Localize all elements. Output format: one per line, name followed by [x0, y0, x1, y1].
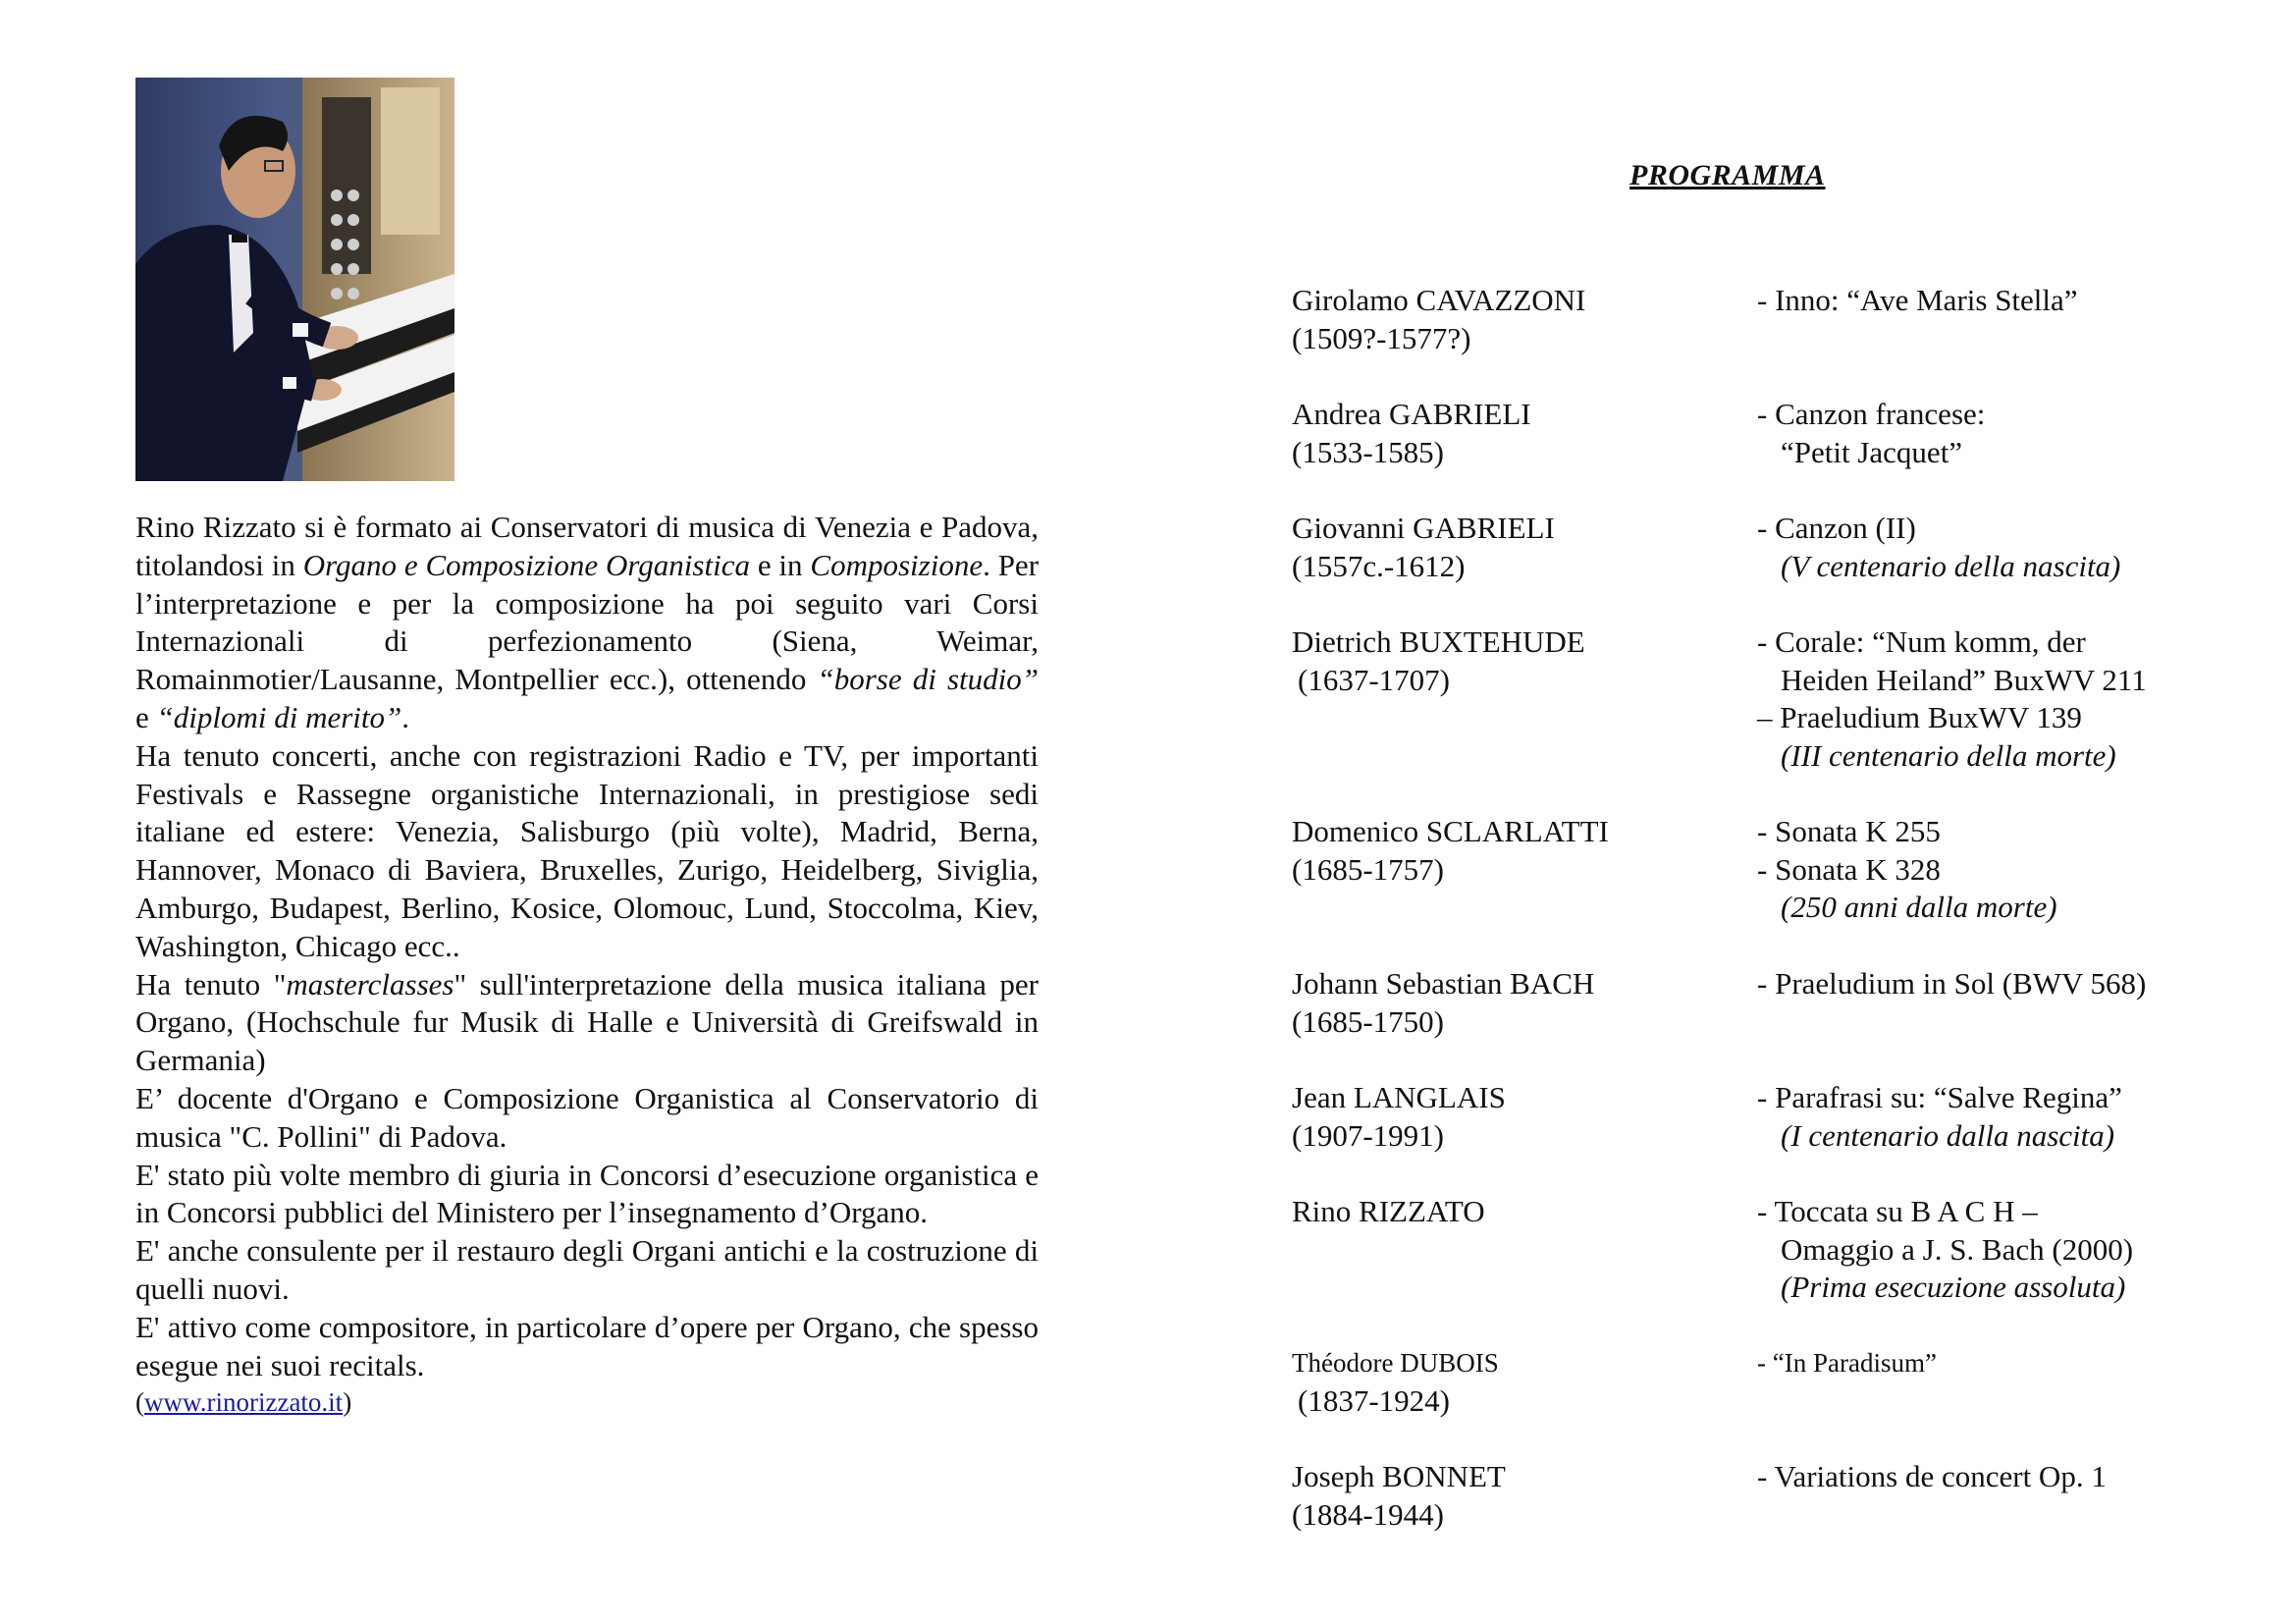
work-note: (I centenario dalla nascita) [1781, 1117, 2115, 1153]
bio-text: Ha tenuto " [135, 966, 287, 1001]
program-work [1757, 1458, 2107, 1496]
bio-emphasis: “diplomi di merito” [156, 699, 402, 734]
work-note: (Prima esecuzione assoluta) [1781, 1270, 2126, 1304]
work-title: “Petit Jacquet” [1781, 434, 1963, 469]
composer-dates: (1837-1924) [1298, 1382, 1450, 1418]
program-work [1757, 1079, 2122, 1155]
work-title: - Toccata su B A C H – [1757, 1194, 2038, 1228]
program-work [1757, 1193, 2133, 1307]
bio-paragraph-jury: E' stato più volte membro di giuria in Concorsi d’esecuzione organistica e in Concorsi pubblici del Ministero per l’insegnamento d’Organo. [135, 1157, 1039, 1230]
work-title: - “In Paradisum” [1757, 1348, 1937, 1378]
work-note: (250 anni dalla morte) [1781, 890, 2057, 924]
bio-emphasis: Composizione [810, 547, 984, 582]
bio-emphasis: Organo e Composizione Organistica [302, 547, 750, 582]
bio-text: . [401, 699, 410, 734]
composer-dates: (1685-1750) [1292, 1003, 1444, 1039]
bio-text: . Per l’interpretazione e per la composizione ha poi seguito vari Corsi Internazionali di perfezionamento (Siena, Weimar, Romainmotier/Lausanne, Montpellier ecc.), ottenendo [135, 547, 1040, 697]
composer-dates: (1557c.-1612) [1292, 548, 1466, 583]
bio-paragraph-teaching: E’ docente d'Organo e Composizione Organistica al Conservatorio di musica "C. Pollini" di Padova. [135, 1080, 1039, 1154]
bio-paragraph-masterclasses [135, 966, 1039, 1080]
program-composer [1292, 813, 1609, 889]
composer-name: Rino RIZZATO [1292, 1194, 1485, 1228]
work-title: - Corale: “Num komm, der [1757, 624, 2086, 659]
biography [135, 509, 1039, 1420]
bio-paragraph-concerts: Ha tenuto concerti, anche con registrazioni Radio e TV, per importanti Festivals e Rassegne organistiche Internazionali, in prestigiose sedi italiane ed estere: Venezia, Salisburgo (più volte), Madrid, Berna, Hannover, Monaco di Baviera, Bruxelles, Zurigo, Heidelberg, Siviglia, Amburgo, Budapest, Berlino, Kosice, Olomouc, Lund, Stoccolma, Kiev, Washington, Chicago ecc.. [135, 737, 1039, 963]
program-work [1757, 510, 2120, 585]
work-title: - Variations de concert Op. 1 [1757, 1459, 2107, 1493]
program-work [1757, 965, 2146, 1003]
bio-paragraph-consultant: E' anche consulente per il restauro degli Organi antichi e la costruzione di quelli nuovi. [135, 1233, 1039, 1306]
bio-text: e [135, 699, 157, 734]
composer-name: Jean LANGLAIS [1292, 1080, 1506, 1114]
composer-name: Andrea GABRIELI [1292, 397, 1531, 431]
work-title: - Praeludium in Sol (BWV 568) [1757, 966, 2147, 1001]
composer-dates: (1509?-1577?) [1292, 320, 1471, 355]
work-title: - Sonata K 255 [1757, 814, 1941, 848]
website-line [135, 1384, 1039, 1420]
composer-name: Girolamo CAVAZZONI [1292, 283, 1586, 317]
composer-dates: (1884-1944) [1292, 1496, 1444, 1532]
composer-name: Joseph BONNET [1292, 1459, 1506, 1493]
work-title: Omaggio a J. S. Bach (2000) [1781, 1231, 2134, 1267]
composer-dates: (1637-1707) [1298, 662, 1450, 697]
program-composer [1292, 1344, 1499, 1420]
program-work [1757, 813, 2057, 927]
program-work [1757, 282, 2078, 320]
bio-paragraph-training [135, 509, 1039, 737]
bio-text: e in [749, 547, 811, 582]
program-composer [1292, 396, 1531, 471]
work-title: – Praeludium BuxWV 139 [1757, 700, 2082, 734]
work-title: - Canzon (II) [1757, 511, 1916, 545]
bio-text: " sull'interpretazione della musica italiana per Organo, (Hochschule fur Musik di Halle e Università di Greifswald in Germania) [135, 966, 1039, 1078]
work-title: - Canzon francese: [1757, 397, 1986, 431]
work-title: - Sonata K 328 [1757, 851, 1941, 887]
program-composer [1292, 282, 1585, 357]
composer-name: Théodore DUBOIS [1292, 1348, 1499, 1378]
work-title: Heiden Heiland” BuxWV 211 [1781, 662, 2147, 697]
program-work [1757, 396, 1985, 471]
program-composer [1292, 1079, 1506, 1155]
program-work [1757, 1344, 1937, 1382]
work-note: (III centenario della morte) [1781, 737, 2116, 773]
composer-name: Dietrich BUXTEHUDE [1292, 624, 1585, 659]
organist-photo-image [135, 78, 454, 481]
bio-paragraph-composer: E' attivo come compositore, in particolare d’opere per Organo, che spesso esegue nei suoi recitals. [135, 1309, 1039, 1382]
composer-name: Giovanni GABRIELI [1292, 511, 1555, 545]
program-composer [1292, 623, 1585, 699]
program-composer [1292, 1193, 1485, 1231]
composer-name: Domenico SCLARLATTI [1292, 814, 1609, 848]
composer-name: Johann Sebastian BACH [1292, 966, 1595, 1001]
program-work [1757, 623, 2147, 775]
program-composer [1292, 510, 1555, 585]
organist-photo [135, 78, 454, 481]
bio-emphasis: “borse di studio” [817, 662, 1039, 697]
work-title: - Inno: “Ave Maris Stella” [1757, 283, 2078, 317]
website-link[interactable]: www.rinorizzato.it [144, 1387, 344, 1418]
composer-dates: (1533-1585) [1292, 434, 1444, 469]
bio-emphasis: masterclasses [286, 966, 454, 1001]
program-composer [1292, 965, 1594, 1041]
composer-dates: (1907-1991) [1292, 1117, 1444, 1153]
program-title: PROGRAMMA [1629, 159, 1826, 191]
work-title: - Parafrasi su: “Salve Regina” [1757, 1080, 2122, 1114]
work-note: (V centenario della nascita) [1781, 548, 2121, 583]
bio-text: Rino Rizzato si è formato ai Conservatori di musica di Venezia e Padova, titolandosi in [135, 510, 1039, 582]
composer-dates: (1685-1757) [1292, 851, 1444, 887]
website-paren-open: ( [135, 1387, 144, 1418]
program-composer [1292, 1458, 1506, 1534]
website-paren-close: ) [343, 1387, 352, 1418]
